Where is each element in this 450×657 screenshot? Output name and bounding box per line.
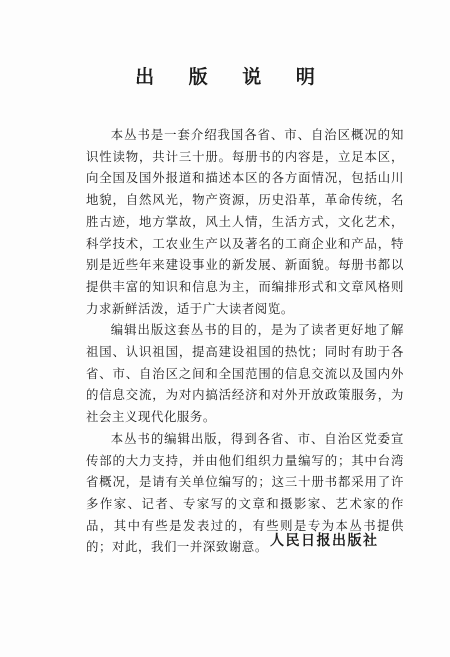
body-text xyxy=(86,124,404,558)
publisher-name: 人民日报出版社 xyxy=(270,533,379,549)
paragraph-2: 编辑出版这套丛书的目的，是为了读者更好地了解祖国、认识祖国，提高建设祖国的热忱；同时有助于各省、市、自治区之间和全国范围的信息交流以及国内外的信息交流，为对内搞活经济和对外开放政策服务，为社会主义现代化服务。 xyxy=(86,322,404,425)
paragraph-3: 本丛书的编辑出版，得到各省、市、自治区党委宣传部的大力支持，并由他们组织力量编写的；其中台湾省概况，是请有关单位编写的；这三十册书都采用了许多作家、记者、专家写的文章和摄影家、艺术家的作品，其中有些是发表过的，有些则是专为本丛书提供的；对此，我们一并深致谢意。 xyxy=(86,430,404,555)
paragraph-1: 本丛书是一套介绍我国各省、市、自治区概况的知识性读物，共计三十册。每册书的内容是，立足本区，向全国及国外报道和描述本区的各方面情况，包括山川地貌，自然风光，物产资源，历史沿革，革命传统，名胜古迹，地方掌故，风土人情，生活方式，文化艺术，科学技术，工农业生产以及著名的工商企业和产品，特别是近些年来建设事业的新发展、新面貌。每册书都以提供丰富的知识和信息为主，而编排形式和文章风格则力求新鲜活泼，适于广大读者阅览。 xyxy=(86,127,404,316)
page-title: 出 版 说 明 xyxy=(135,66,329,88)
